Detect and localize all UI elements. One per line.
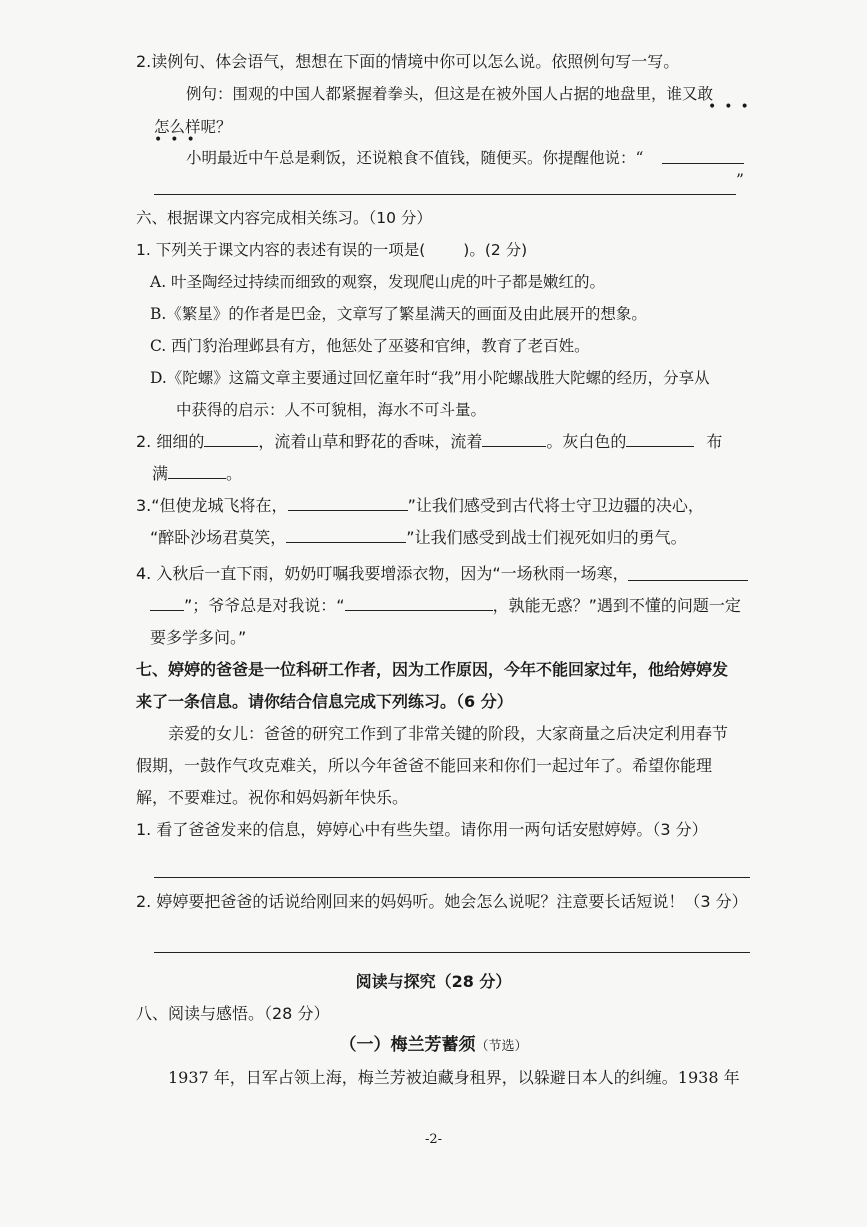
q2-text-c: 。灰白色的 xyxy=(546,432,627,451)
option-b: B.《繁星》的作者是巴金，文章写了繁星满天的画面及由此展开的想象。 xyxy=(150,305,647,323)
answer-blank[interactable] xyxy=(288,496,408,511)
q2-scenario: 小明最近中午总是剩饭，还说粮食不值钱，随便买。你提醒他说：“ xyxy=(186,149,644,167)
q3-text-a: 3.“但使龙城飞将在， xyxy=(136,496,288,515)
passage-title-note: （节选） xyxy=(475,1039,528,1054)
section6-q2-line2 xyxy=(152,464,242,484)
answer-blank[interactable] xyxy=(168,464,226,479)
section6-q4-line2 xyxy=(150,596,741,616)
q2-text-a: 2. 细细的 xyxy=(136,432,205,451)
section6-q4-line1 xyxy=(136,564,629,584)
passage-title-main: （一）梅兰芳蓄须 xyxy=(339,1035,476,1055)
closing-quote: ” xyxy=(736,171,744,189)
answer-blank[interactable] xyxy=(286,528,406,543)
passage-title xyxy=(0,1034,867,1058)
section6-q4-line3: 要多学多问。” xyxy=(150,628,247,647)
q2-text-d: 布 xyxy=(706,432,723,451)
section7-q2: 2. 婷婷要把爸爸的话说给刚回来的妈妈听。她会怎么说呢？注意要长话短说！（3 分） xyxy=(136,892,748,911)
emphasis-dots: ••• xyxy=(154,132,203,148)
q2-text-b: ，流着山草和野花的香味，流着 xyxy=(258,432,483,451)
answer-line[interactable] xyxy=(154,877,750,878)
answer-blank[interactable] xyxy=(345,596,493,611)
q2-example-line2: 怎么样呢？ xyxy=(154,118,232,136)
q1-stem-start: 1. 下列关于课文内容的表述有误的一项是( xyxy=(136,241,426,259)
section7-title-line2: 来了一条信息。请你结合信息完成下列练习。（6 分） xyxy=(136,692,513,711)
q3-text-c: “醉卧沙场君莫笑， xyxy=(150,528,287,547)
q4-text-c: ，孰能无惑？”遇到不懂的问题一定 xyxy=(492,596,741,615)
q2-text-f: 。 xyxy=(226,464,243,483)
message-line2: 假期，一鼓作气攻克难关，所以今年爸爸不能回来和你们一起过年了。希望你能理 xyxy=(136,756,713,775)
section6-q3-line1 xyxy=(136,496,704,516)
answer-blank[interactable] xyxy=(204,432,258,447)
q1-stem-end: )。(2 分) xyxy=(463,241,528,259)
q4-text-a: 4. 入秋后一直下雨，奶奶叮嘱我要增添衣物，因为“一场秋雨一场寒， xyxy=(136,564,629,583)
q4-text-b: ”；爷爷总是对我说：“ xyxy=(184,596,345,615)
answer-line[interactable] xyxy=(154,952,750,953)
option-a: A. 叶圣陶经过持续而细致的观察，发现爬山虎的叶子都是嫩红的。 xyxy=(150,273,606,291)
q3-text-b: ”让我们感受到古代将士守卫边疆的决心， xyxy=(407,496,704,515)
q2-instruction: 2.读例句、体会语气，想想在下面的情境中你可以怎么说。依照例句写一写。 xyxy=(136,52,680,71)
answer-blank[interactable] xyxy=(662,163,744,164)
option-c: C. 西门豹治理邺县有方，他惩处了巫婆和官绅，教育了老百姓。 xyxy=(150,337,590,355)
emphasis-dots: ••• xyxy=(708,99,757,115)
section7-q1: 1. 看了爸爸发来的信息，婷婷心中有些失望。请你用一两句话安慰婷婷。（3 分） xyxy=(136,820,708,839)
section6-q3-line2 xyxy=(150,528,687,548)
section6-q2-line1 xyxy=(136,432,722,452)
page-number: -2- xyxy=(424,1132,443,1147)
option-d-cont: 中获得的启示：人不可貌相，海水不可斗量。 xyxy=(176,401,487,419)
section8-title: 八、阅读与感悟。（28 分） xyxy=(136,1004,330,1023)
reading-heading: 阅读与探究（28 分） xyxy=(355,972,512,991)
answer-blank[interactable] xyxy=(628,580,748,581)
choice-blank[interactable] xyxy=(425,241,463,255)
answer-blank[interactable] xyxy=(482,432,546,447)
q2-example-line1: 例句：围观的中国人都紧握着拳头，但这是在被外国人占据的地盘里，谁又敢 xyxy=(186,85,714,103)
q3-text-d: ”让我们感受到战士们视死如归的勇气。 xyxy=(406,528,687,547)
answer-line[interactable] xyxy=(154,194,736,195)
message-line1: 亲爱的女儿：爸爸的研究工作到了非常关键的阶段，大家商量之后决定利用春节 xyxy=(168,724,729,743)
q2-text-e: 满 xyxy=(152,464,169,483)
answer-blank[interactable] xyxy=(626,432,694,447)
section6-q1 xyxy=(136,240,527,260)
section7-title-line1: 七、婷婷的爸爸是一位科研工作者，因为工作原因，今年不能回家过年，他给婷婷发 xyxy=(136,660,729,679)
section6-title: 六、根据课文内容完成相关练习。（10 分） xyxy=(136,209,432,227)
option-d: D.《陀螺》这篇文章主要通过回忆童年时“我”用小陀螺战胜大陀螺的经历，分享从 xyxy=(150,369,710,387)
answer-blank[interactable] xyxy=(150,596,184,611)
message-line3: 解，不要难过。祝你和妈妈新年快乐。 xyxy=(136,788,409,807)
passage-line1: 1937 年，日军占领上海，梅兰芳被迫藏身租界，以躲避日本人的纠缠。1938 年 xyxy=(168,1068,740,1087)
